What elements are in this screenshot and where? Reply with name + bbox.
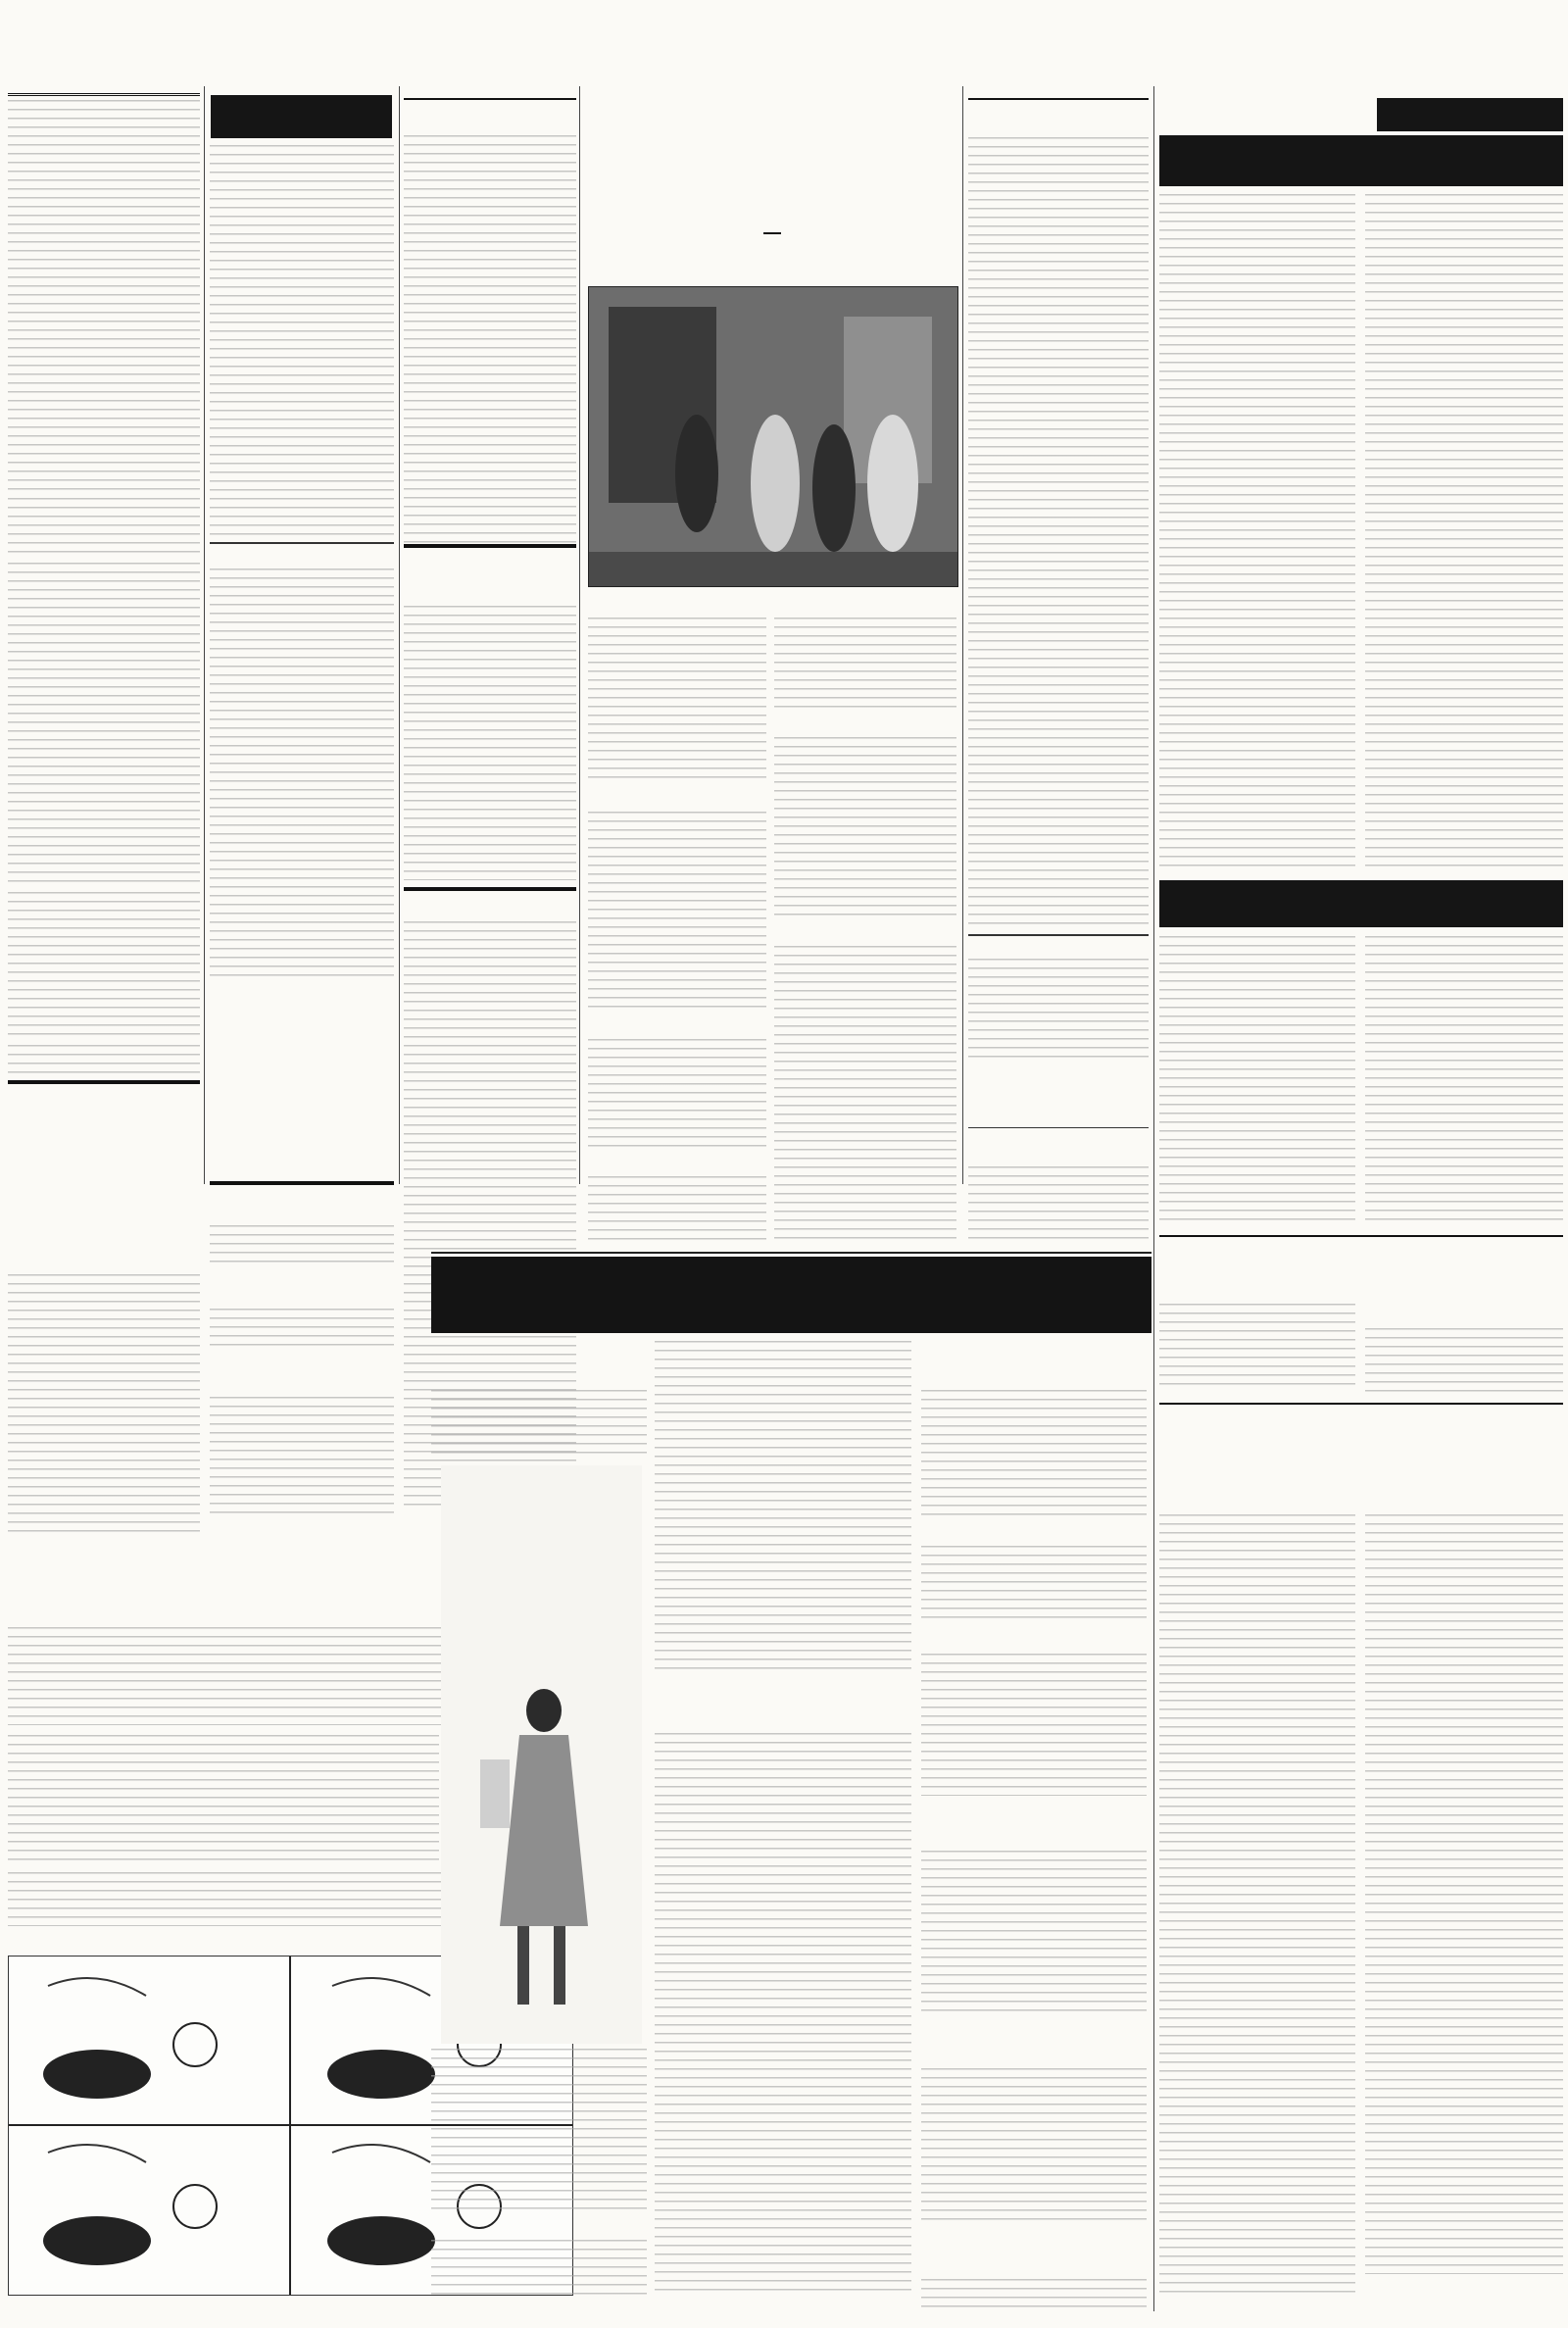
inquiry-text [655, 1733, 911, 2297]
text-block [8, 100, 200, 492]
milk-subhead-2 [1159, 1403, 1563, 1405]
memorials-text-a [1159, 194, 1355, 870]
news-heading [968, 98, 1149, 100]
text-block [8, 1045, 200, 1074]
theater-scene [589, 287, 957, 586]
fashion-photo [441, 1465, 642, 2044]
makeup-text [431, 2240, 647, 2299]
eastern-text [968, 1166, 1149, 1240]
thanks-text-b [1365, 936, 1563, 1220]
column-rule [399, 86, 400, 1184]
milk-text-a [1159, 1514, 1355, 2299]
theater-subhead [586, 216, 958, 239]
famous-day-text [921, 1546, 1147, 1624]
thanks-heading [1159, 880, 1563, 927]
donations-heading [210, 542, 394, 544]
section-rule [431, 1252, 1152, 1254]
milk-headline-box [1159, 1397, 1563, 1405]
theater-text-2 [774, 618, 956, 711]
page-number-tag [1377, 98, 1563, 131]
military-theater-text [774, 737, 956, 918]
women-text [655, 1341, 911, 1674]
social-heading [8, 93, 200, 96]
model-figure [441, 1465, 642, 2044]
orthodox-text [210, 1309, 394, 1353]
pentecost-text [210, 1397, 394, 1514]
news-text [968, 137, 1149, 931]
column-rule [579, 86, 580, 1184]
column-rule [204, 86, 205, 1184]
memorials-heading [1159, 135, 1563, 186]
easter-text [1365, 1328, 1563, 1397]
church-heading [8, 1080, 200, 1084]
two-troupes-text [774, 946, 956, 1240]
dances-heading [404, 544, 576, 548]
gatherings-text [210, 1225, 394, 1264]
emmeleia-text [588, 1039, 766, 1152]
children-text [921, 1851, 1147, 2012]
weddings-text [404, 135, 576, 547]
text-block [8, 563, 200, 886]
march25-text [1159, 1304, 1355, 1387]
invitations-heading [404, 887, 576, 891]
scientists-heading [211, 95, 392, 138]
text-block [8, 498, 200, 557]
gatherings-heading [210, 1181, 394, 1185]
eastern-heading [968, 1127, 1149, 1128]
theater-text [588, 618, 766, 784]
fashion-text [431, 1390, 647, 1459]
left-column [8, 93, 200, 1250]
fashion-text-2 [431, 2049, 647, 2210]
column-rule [1153, 86, 1154, 2311]
theater-photo [588, 286, 958, 587]
scientists-text [210, 145, 394, 537]
monastery-text [968, 959, 1149, 1062]
miliadis-text [588, 1176, 766, 1240]
milk-text-b [1365, 1514, 1563, 2274]
pie-text [921, 2068, 1147, 2225]
subhead-line [763, 232, 781, 234]
donations-text [210, 569, 394, 980]
surprises-text [921, 1390, 1147, 1517]
dances-text [404, 606, 576, 880]
memorials-text-b [1365, 194, 1563, 870]
monastery-heading [968, 934, 1149, 936]
weddings-heading [404, 98, 576, 100]
state-theater-text [588, 812, 766, 1013]
thanks-text-a [1159, 936, 1355, 1220]
quiz-questions [8, 1735, 439, 1862]
text-block [8, 892, 200, 1039]
women-banner [431, 1257, 1152, 1333]
column-rule [962, 86, 963, 1184]
festival-text [921, 1654, 1147, 1796]
church-text [8, 1274, 200, 1539]
rooms-text [921, 2279, 1147, 2308]
excursion-heading [1159, 1235, 1563, 1237]
